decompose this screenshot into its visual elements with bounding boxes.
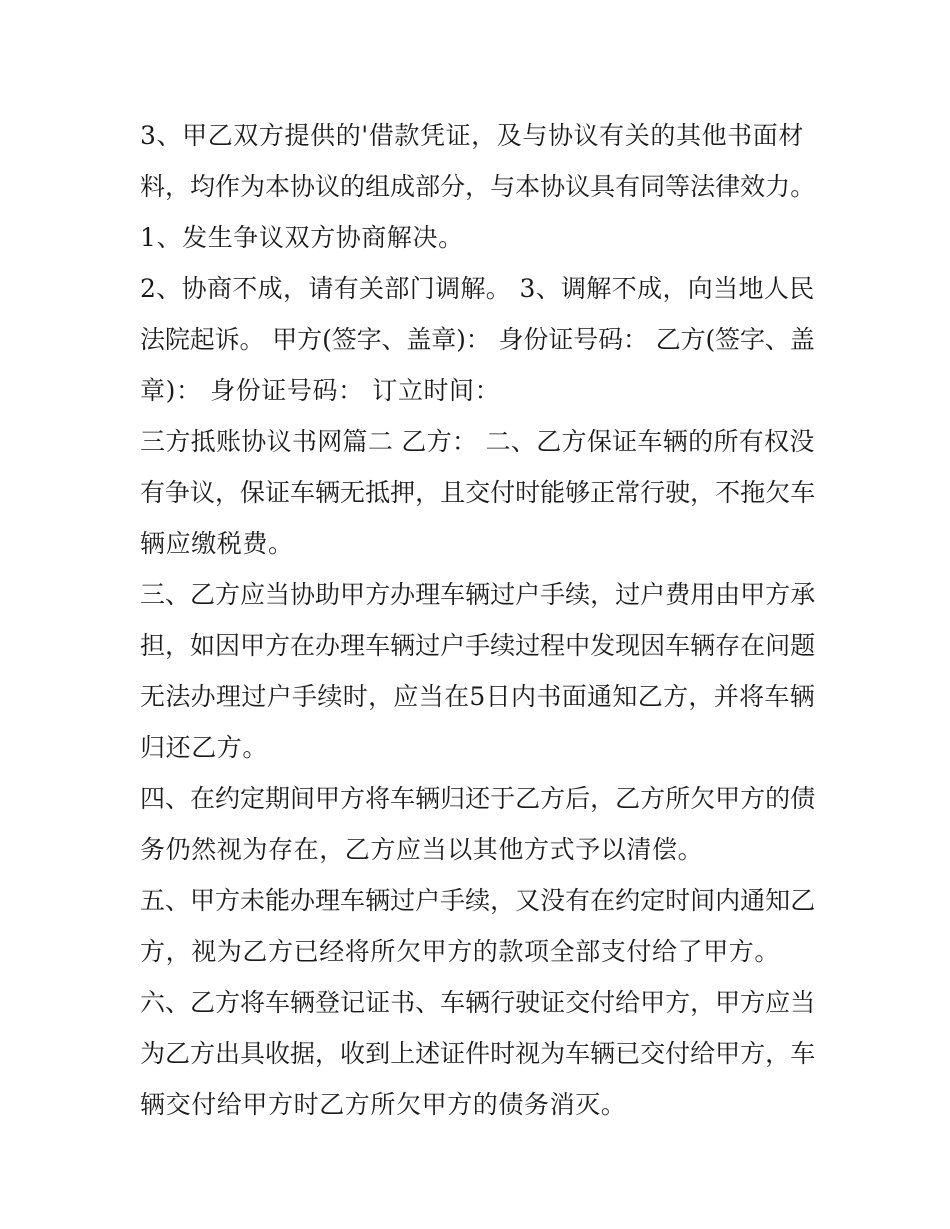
paragraph-clause-3-documents xyxy=(140,110,815,212)
text-line: 归还乙方。 xyxy=(140,733,269,762)
document-body xyxy=(140,110,815,1130)
paragraph-dispute-2-3-signatures xyxy=(140,263,815,416)
text-line: 法院起诉。 甲方(签字、盖章)： 身份证号码： 乙方(签字、盖 xyxy=(140,325,815,354)
paragraph-dispute-1 xyxy=(140,212,815,263)
text-line: 五、甲方未能办理车辆过户手续，又没有在约定时间内通知乙 xyxy=(140,886,816,915)
text-line: 为乙方出具收据，收到上述证件时视为车辆已交付给甲方，车 xyxy=(140,1039,816,1068)
text-line: 三方抵账协议书网篇二 乙方： 二、乙方保证车辆的所有权没 xyxy=(140,427,815,456)
text-line: 方，视为乙方已经将所欠甲方的款项全部支付给了甲方。 xyxy=(140,937,781,966)
text-line: 担，如因甲方在办理车辆过户手续过程中发现因车辆存在问题 xyxy=(140,631,816,660)
text-line: 务仍然视为存在，乙方应当以其他方式予以清偿。 xyxy=(140,835,704,864)
text-line: 章)： 身份证号码： 订立时间： xyxy=(140,376,501,405)
text-line: 2、协商不成，请有关部门调解。 3、调解不成，向当地人民 xyxy=(140,274,815,303)
paragraph-article-4-return xyxy=(140,773,815,875)
paragraph-article-5-payment xyxy=(140,875,815,977)
text-line: 辆交付给甲方时乙方所欠甲方的债务消灭。 xyxy=(140,1090,627,1119)
text-line: 六、乙方将车辆登记证书、车辆行驶证交付给甲方，甲方应当 xyxy=(140,988,816,1017)
text-line: 有争议，保证车辆无抵押，且交付时能够正常行驶，不拖欠车 xyxy=(140,478,816,507)
text-line: 1、发生争议双方协商解决。 xyxy=(140,223,464,252)
paragraph-article-3-transfer xyxy=(140,569,815,773)
paragraph-article-6-delivery xyxy=(140,977,815,1130)
text-line: 辆应缴税费。 xyxy=(140,529,294,558)
text-line: 3、甲乙双方提供的'借款凭证，及与协议有关的其他书面材 xyxy=(140,121,804,150)
text-line: 三、乙方应当协助甲方办理车辆过户手续，过户费用由甲方承 xyxy=(140,580,816,609)
paragraph-article-2-ownership xyxy=(140,416,815,569)
text-line: 四、在约定期间甲方将车辆归还于乙方后，乙方所欠甲方的债 xyxy=(140,784,816,813)
text-line: 无法办理过户手续时，应当在5日内书面通知乙方，并将车辆 xyxy=(140,682,816,711)
text-line: 料，均作为本协议的组成部分，与本协议具有同等法律效力。 xyxy=(140,172,816,201)
